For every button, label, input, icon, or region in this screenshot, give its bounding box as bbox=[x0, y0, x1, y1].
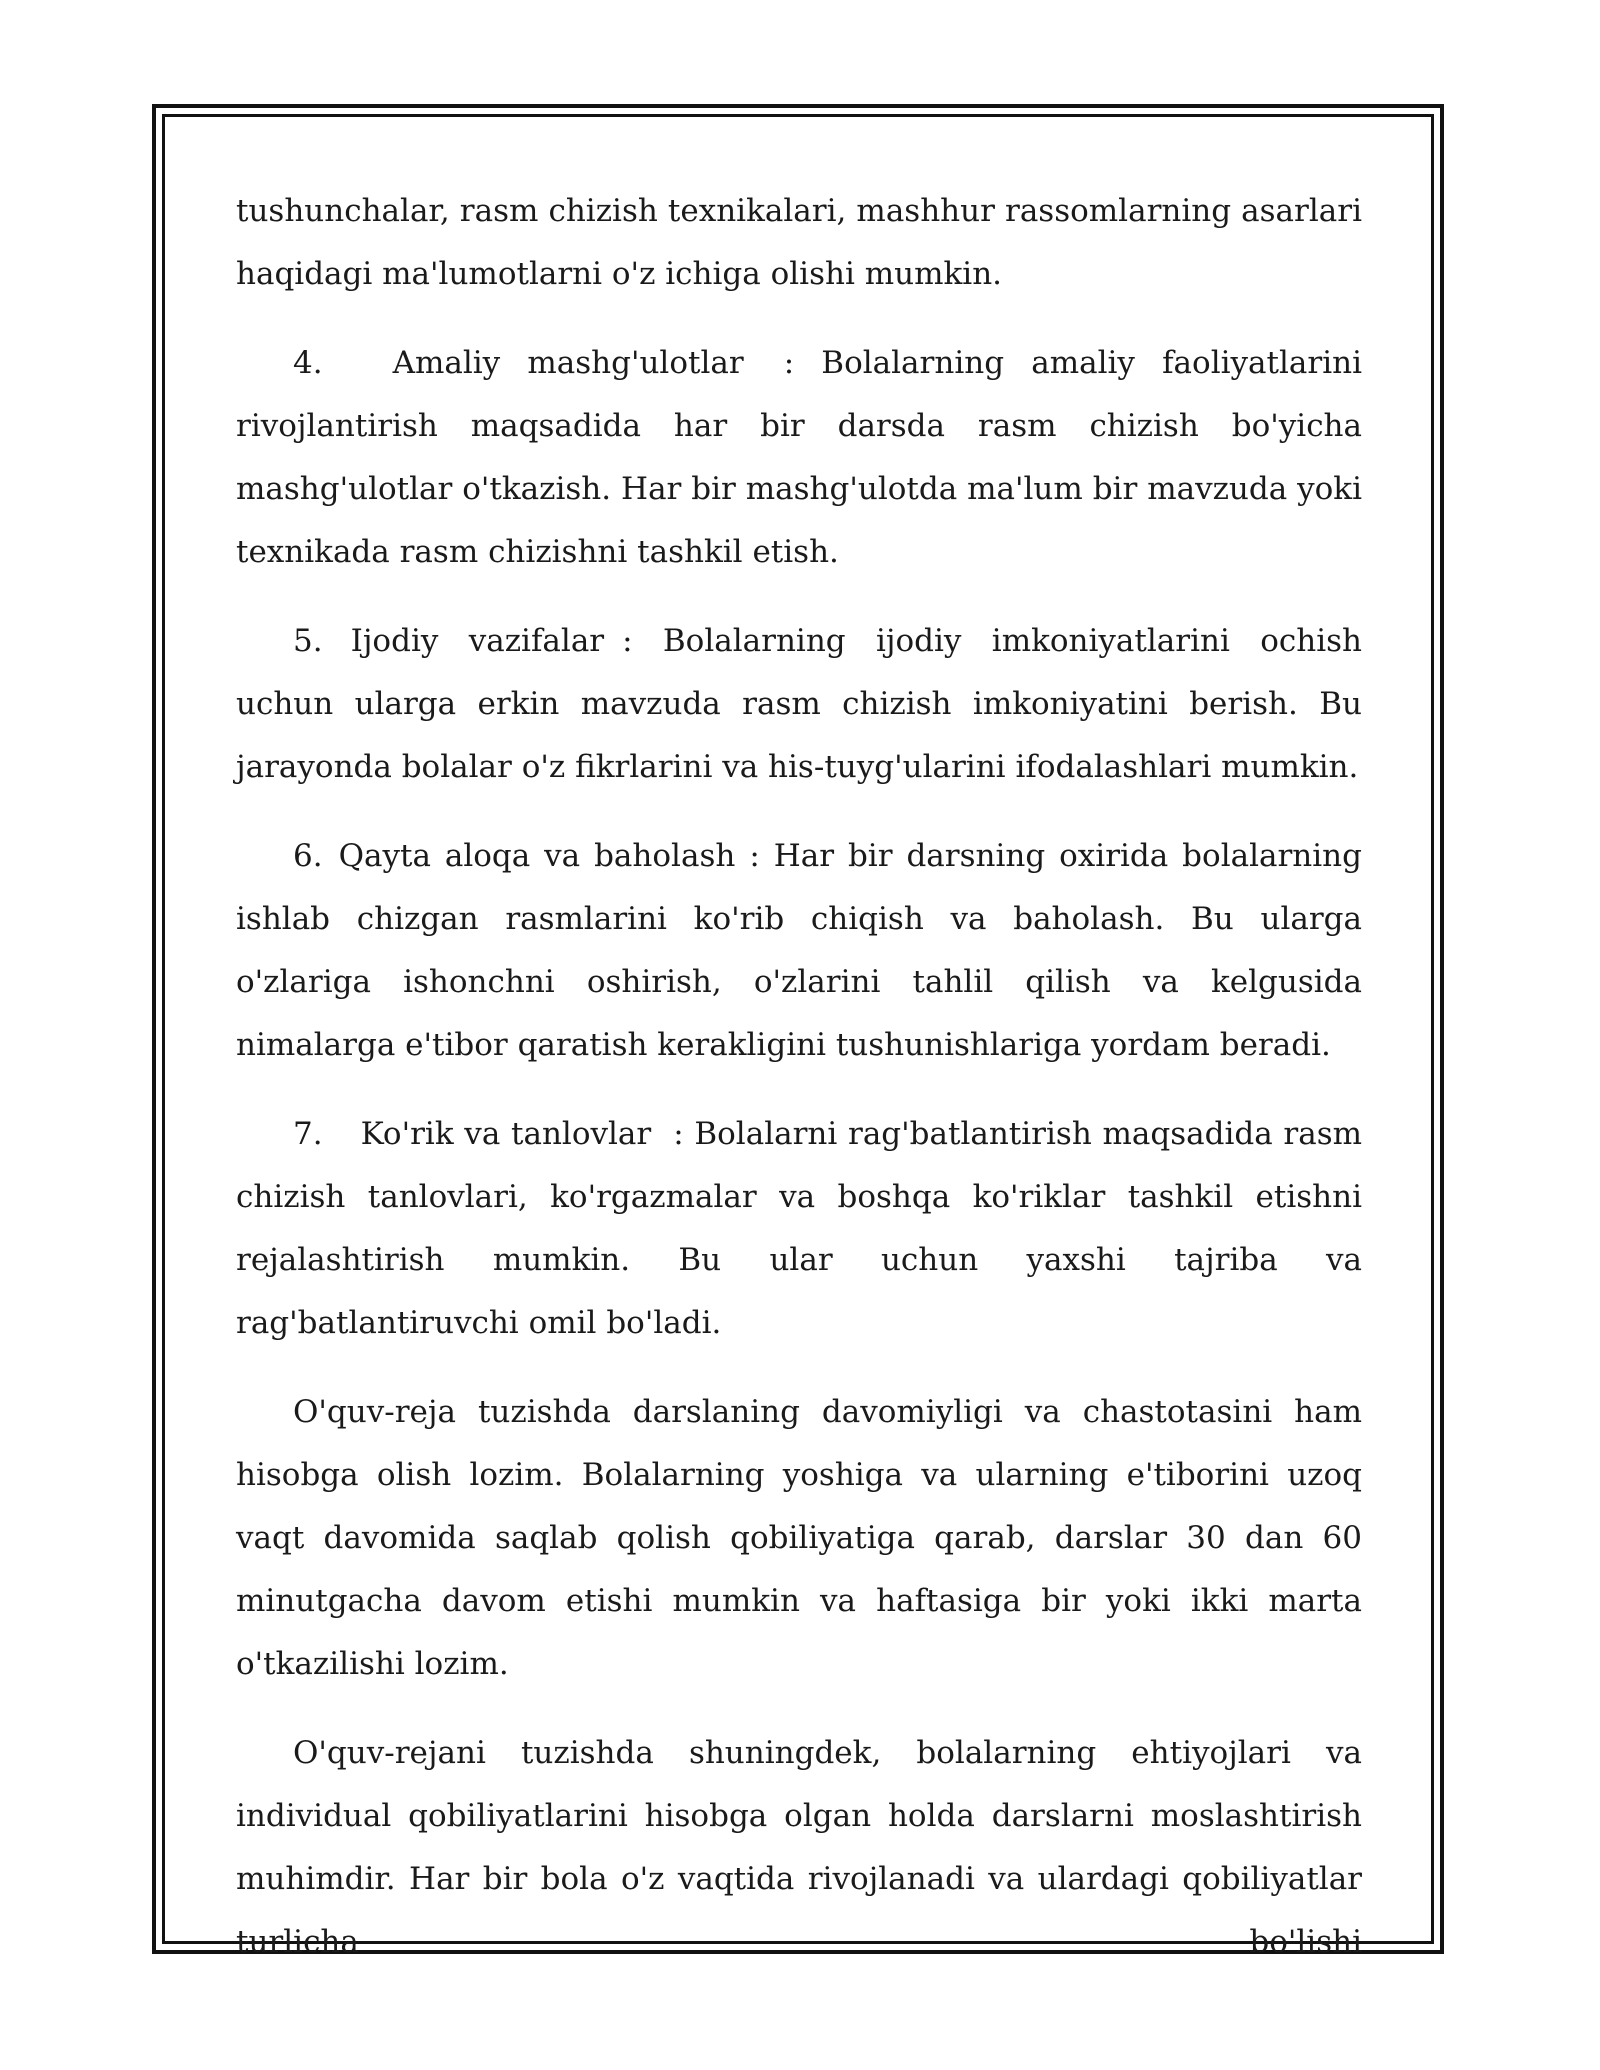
list-item-7 bbox=[236, 1103, 1362, 1355]
paragraph-lesson-duration bbox=[236, 1381, 1362, 1696]
list-item-number: 7. bbox=[293, 1116, 323, 1152]
paragraph-text: O'quv-reja tuzishda darslaning davomiyligi va chastotasini ham hisobga olish lozim. Bolalarning yoshiga va ularning e'tiborini uzoq vaqt davomida saqlab qolish qobiliyatiga qarab, darslar 30 dan 60 minutgacha davom etishi mumkin va haftasiga bir yoki ikki marta o'tkazilishi lozim. bbox=[236, 1394, 1362, 1682]
list-item-text: : Bolalarni rag'batlantirish maqsadida rasm chizish tanlovlari, ko'rgazmalar va boshqa ko'riklar tashkil etishni rejalashtirish mumkin. Bu ular uchun yaxshi tajriba va rag'batlantiruvchi omil bo'ladi. bbox=[236, 1116, 1362, 1341]
list-item-text: : Har bir darsning oxirida bolalarning ishlab chizgan rasmlarini ko'rib chiqish va baholash. Bu ularga o'zlariga ishonchni oshirish, o'zlarini tahlil qilish va kelgusida nimalarga e'tibor qaratish kerakligini tushunishlariga yordam beradi. bbox=[236, 838, 1362, 1063]
document-body bbox=[236, 180, 1362, 1974]
list-item-5 bbox=[236, 610, 1362, 799]
list-item-number: 5. bbox=[293, 623, 323, 659]
paragraph-continuation bbox=[236, 180, 1362, 306]
paragraph-text: O'quv-rejani tuzishda shuningdek, bolalarning ehtiyojlari va individual qobiliyatlarini hisobga olgan holda darslarni moslashtirish muhimdir. Har bir bola o'z vaqtida rivojlanadi va ulardagi qobiliyatlar turlicha bo'lishi bbox=[236, 1735, 1362, 1960]
list-item-title: Amaliy mashg'ulotlar bbox=[392, 345, 744, 381]
list-item-6 bbox=[236, 825, 1362, 1077]
list-item-number: 6. bbox=[293, 838, 323, 874]
list-item-text: : Bolalarning ijodiy imkoniyatlarini ochish uchun ularga erkin mavzuda rasm chizish imkoniyatini berish. Bu jarayonda bolalar o'z fikrlarini va his-tuyg'ularini ifodalashlari mumkin. bbox=[236, 623, 1362, 785]
list-item-title: Ijodiy vazifalar bbox=[350, 623, 605, 659]
paragraph-text: tushunchalar, rasm chizish texnikalari, mashhur rassomlarning asarlari haqidagi ma'lumotlarni o'z ichiga olishi mumkin. bbox=[236, 193, 1362, 292]
list-item-4 bbox=[236, 332, 1362, 584]
list-item-title: Ko'rik va tanlovlar bbox=[360, 1116, 652, 1152]
list-item-number: 4. bbox=[293, 345, 323, 381]
list-item-title: Qayta aloqa va baholash bbox=[338, 838, 736, 874]
list-item-text: : Bolalarning amaliy faoliyatlarini rivojlantirish maqsadida har bir darsda rasm chizish bo'yicha mashg'ulotlar o'tkazish. Har bir mashg'ulotda ma'lum bir mavzuda yoki texnikada rasm chizishni tashkil etish. bbox=[236, 345, 1362, 570]
paragraph-adaptation bbox=[236, 1722, 1362, 1974]
